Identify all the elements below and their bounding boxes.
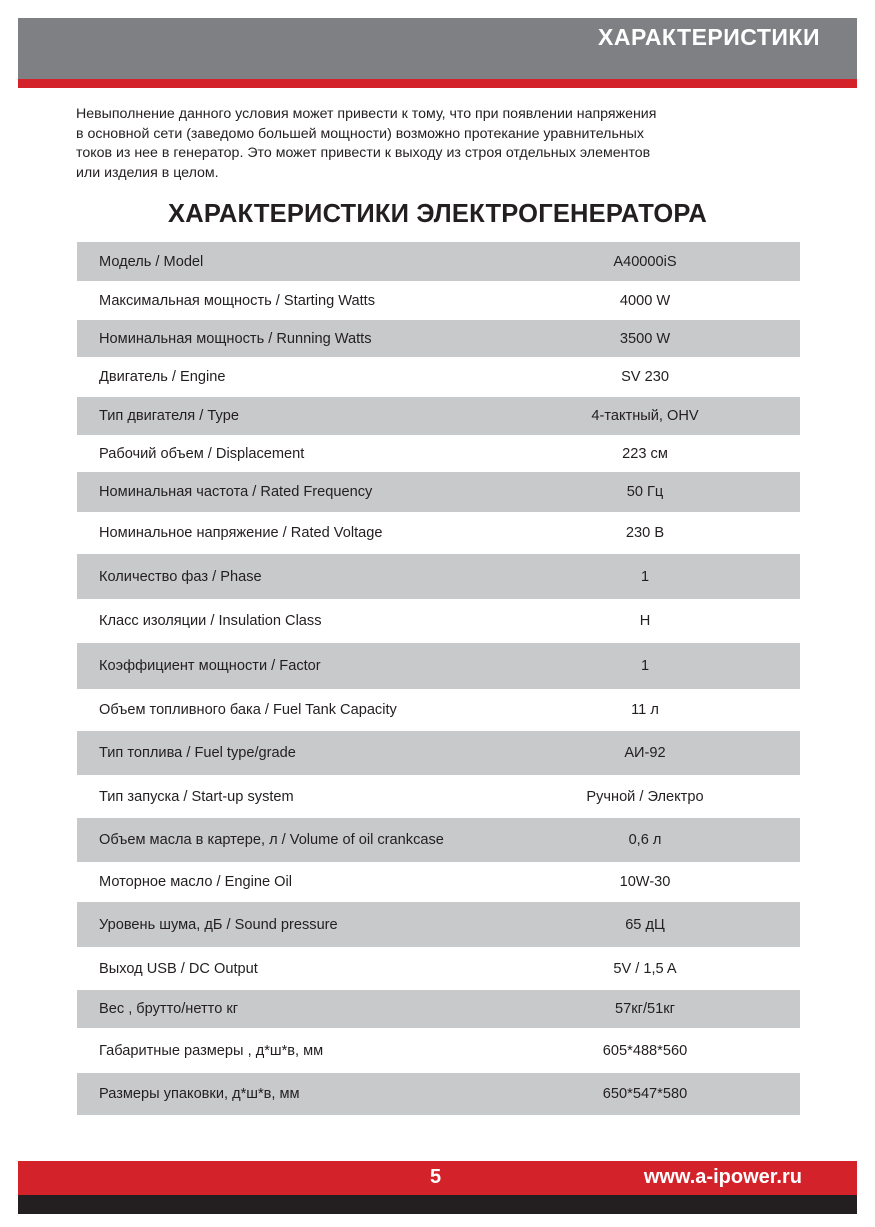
website-url: www.a-ipower.ru bbox=[643, 1166, 802, 1188]
spec-label: Объем масла в картере, л / Volume of oil crankcase bbox=[99, 832, 444, 848]
spec-value: 5V / 1,5 A bbox=[613, 960, 677, 977]
section-title: ХАРАКТЕРИСТИКИ ЭЛЕКТРОГЕНЕРАТОРА bbox=[168, 200, 707, 228]
spec-label: Тип двигателя / Type bbox=[99, 408, 239, 424]
spec-value: 50 Гц bbox=[626, 484, 664, 500]
spec-value: Ручной / Электро bbox=[586, 788, 704, 805]
spec-value: 57кг/51кг bbox=[615, 1001, 675, 1017]
spec-row bbox=[77, 1028, 800, 1073]
spec-value: 1 bbox=[640, 568, 650, 585]
spec-label: Рабочий объем / Displacement bbox=[99, 445, 305, 462]
spec-row bbox=[77, 472, 800, 512]
spec-row bbox=[77, 818, 800, 862]
spec-label: Номинальное напряжение / Rated Voltage bbox=[99, 525, 383, 541]
spec-label: Номинальная мощность / Running Watts bbox=[99, 330, 372, 347]
spec-value: 10W-30 bbox=[619, 874, 671, 890]
spec-table bbox=[77, 242, 800, 1115]
spec-row bbox=[77, 554, 800, 599]
spec-value: 0,6 л bbox=[628, 832, 662, 848]
spec-label: Максимальная мощность / Starting Watts bbox=[99, 292, 376, 309]
spec-row bbox=[77, 397, 800, 435]
spec-value: A40000iS bbox=[613, 253, 677, 270]
intro-line: в основной сети (заведомо большей мощности) возможно протекание уравнительных bbox=[76, 125, 644, 142]
spec-row bbox=[77, 320, 800, 357]
spec-row bbox=[77, 902, 800, 947]
spec-label: Выход USB / DC Output bbox=[99, 960, 258, 977]
header-red-stripe bbox=[18, 79, 857, 88]
spec-row bbox=[77, 281, 800, 320]
spec-label: Моторное масло / Engine Oil bbox=[99, 874, 292, 890]
spec-row bbox=[77, 1073, 800, 1115]
spec-value: 1 bbox=[640, 658, 650, 674]
spec-row bbox=[77, 689, 800, 731]
spec-value: H bbox=[639, 613, 651, 629]
spec-label: Габаритные размеры , д*ш*в, мм bbox=[99, 1042, 324, 1059]
spec-row bbox=[77, 357, 800, 397]
intro-line: Невыполнение данного условия может привести к тому, что при появлении напряжения bbox=[76, 106, 657, 122]
header-title: ХАРАКТЕРИСТИКИ bbox=[598, 24, 820, 50]
spec-row bbox=[77, 599, 800, 643]
spec-row bbox=[77, 862, 800, 902]
spec-row bbox=[77, 643, 800, 689]
spec-row bbox=[77, 242, 800, 281]
intro-line: или изделия в целом. bbox=[76, 164, 219, 181]
spec-value: 3500 W bbox=[619, 330, 671, 347]
spec-label: Номинальная частота / Rated Frequency bbox=[99, 484, 373, 500]
spec-value: 223 см bbox=[622, 445, 668, 462]
spec-row bbox=[77, 775, 800, 818]
spec-label: Модель / Model bbox=[99, 253, 204, 270]
spec-value: 4-тактный, OHV bbox=[591, 408, 699, 424]
spec-value: SV 230 bbox=[621, 369, 669, 385]
spec-label: Вес , брутто/нетто кг bbox=[99, 1001, 239, 1017]
spec-row bbox=[77, 731, 800, 775]
spec-value: 605*488*560 bbox=[602, 1042, 688, 1059]
spec-label: Класс изоляции / Insulation Class bbox=[99, 613, 322, 629]
spec-label: Коэффициент мощности / Factor bbox=[99, 658, 321, 674]
intro-line: токов из нее в генератор. Это может привести к выходу из строя отдельных элементов bbox=[76, 145, 651, 161]
spec-value: 65 дЦ bbox=[625, 916, 665, 933]
spec-value: 4000 W bbox=[619, 292, 671, 309]
spec-label: Тип топлива / Fuel type/grade bbox=[99, 745, 296, 761]
spec-value: 230 В bbox=[625, 525, 665, 541]
spec-label: Размеры упаковки, д*ш*в, мм bbox=[99, 1086, 300, 1102]
spec-row bbox=[77, 435, 800, 472]
spec-row bbox=[77, 947, 800, 990]
footer-dark-bar bbox=[18, 1195, 857, 1214]
spec-row bbox=[77, 512, 800, 554]
spec-label: Количество фаз / Phase bbox=[99, 568, 262, 585]
spec-row bbox=[77, 990, 800, 1028]
page-number: 5 bbox=[430, 1166, 442, 1188]
spec-label: Объем топливного бака / Fuel Tank Capacity bbox=[99, 702, 397, 718]
spec-value: АИ-92 bbox=[624, 745, 666, 761]
intro-paragraph bbox=[76, 105, 736, 183]
spec-label: Двигатель / Engine bbox=[99, 369, 226, 385]
spec-label: Тип запуска / Start-up system bbox=[99, 788, 294, 805]
spec-label: Уровень шума, дБ / Sound pressure bbox=[99, 916, 338, 933]
spec-value: 650*547*580 bbox=[602, 1086, 688, 1102]
spec-value: 11 л bbox=[631, 702, 659, 718]
